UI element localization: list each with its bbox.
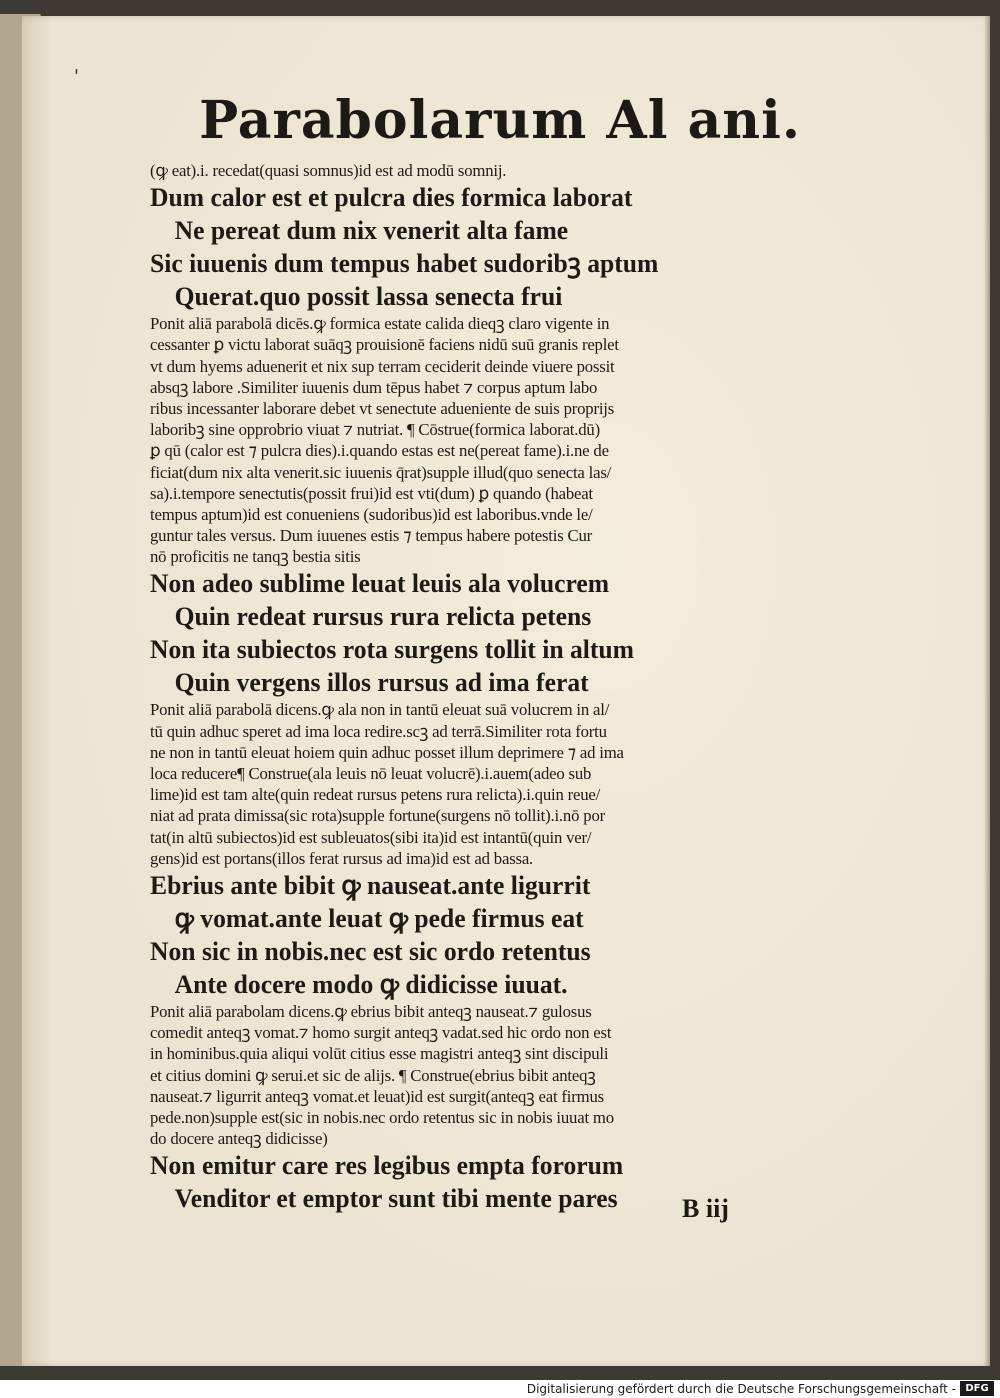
commentary-line: do docere anteqꝫ didicisse) (150, 1129, 328, 1149)
verse-line: Sic iuuenis dum tempus habet sudoribꝫ aptum (150, 249, 659, 279)
commentary-line: laboribꝫ sine opprobrio viuat ⁊ nutriat. ¶ Cōstrue(formica laborat.dū) (150, 420, 600, 440)
commentary-line: loca reducere¶ Construe(ala leuis nō leuat volucrē).i.auem(adeo sub (150, 764, 592, 783)
commentary-line: Ponit aliā parabolā dicens.ꝙ ala non in tantū eleuat suā volucrem in al/ (150, 700, 610, 720)
commentary-line: ne non in tantū eleuat hoiem quin adhuc posset illum deprimere ⁊ ad ima (150, 742, 624, 762)
commentary-line: Ponit aliā parabolam dicens.ꝙ ebrius bibit anteqꝫ nauseat.⁊ gulosus (150, 1001, 592, 1021)
commentary-line: comedit anteqꝫ vomat.⁊ homo surgit anteqꝫ vadat.sed hic ordo non est (150, 1023, 612, 1043)
verse-line: Non sic in nobis.nec est sic ordo retentus (150, 936, 591, 966)
commentary-line: pede.non)supple est(sic in nobis.nec ordo retentus sic in nobis iuuat mo (150, 1107, 614, 1127)
footer-credit: Digitalisierung gefördert durch die Deutsche Forschungsgemeinschaft - (526, 1382, 956, 1396)
commentary-line: ꝑ qū (calor est ⁊ pulcra dies).i.quando estas est ne(pereat fame).i.ne de (150, 441, 609, 461)
commentary-line: sa).i.tempore senectutis(possit frui)id est vti(dum) ꝑ quando (habeat (150, 483, 593, 503)
verse-line: Ante docere modo ꝙ didicisse iuuat. (174, 969, 568, 999)
commentary-line: nauseat.⁊ ligurrit anteqꝫ vomat.et leuat)id est surgit(anteqꝫ eat firmus (150, 1086, 604, 1106)
commentary-line: cessanter ꝑ victu laborat suāqꝫ prouisionē faciens nidū suū granis replet (150, 335, 619, 355)
margin-mark: ' (74, 66, 79, 87)
verse-line: Non adeo sublime leuat leuis ala volucrem (150, 569, 610, 599)
commentary-line: gens)id est portans(illos ferat rursus ad ima)id est ad bassa. (150, 848, 534, 868)
verse-line: Non ita subiectos rota surgens tollit in altum (150, 635, 635, 665)
digitization-footer (0, 1380, 1000, 1398)
verse-line: Dum calor est et pulcra dies formica laborat (150, 183, 633, 213)
text-body (150, 160, 810, 1215)
verse-line: Quin redeat rursus rura relicta petens (174, 602, 592, 632)
commentary-line: vt dum hyems aduenerit et nix sup terram ceciderit deinde viuere possit (150, 356, 615, 376)
commentary-line: ribus incessanter laborare debet vt senectute adueniente de suis proprijs (150, 398, 615, 418)
commentary-line: niat ad prata dimissa(sic rota)supple fortune(surgens nō tollit).i.nō por (150, 806, 606, 826)
dfg-logo: DFG (960, 1381, 994, 1396)
verse-line: Ebrius ante bibit ꝙ nauseat.ante ligurrit (150, 870, 591, 900)
commentary-line: (ꝙ eat).i. recedat(quasi somnus)id est ad modū somnij. (150, 161, 507, 180)
verse-line: ꝙ vomat.ante leuat ꝙ pede firmus eat (174, 903, 584, 933)
signature-mark: B iij (682, 1194, 729, 1223)
verse-line: Quin vergens illos rursus ad ima ferat (174, 668, 589, 698)
commentary-line: ficiat(dum nix alta venerit.sic iuuenis q̄rat)supple illud(quo senecta las/ (150, 462, 612, 482)
commentary-line: guntur tales versus. Dum iuuenes estis ⁊ tempus habere potestis Cur (150, 526, 593, 546)
commentary-line: in hominibus.quia aliqui volūt citius esse magistri anteqꝫ sint discipuli (150, 1044, 609, 1064)
verse-line: Venditor et emptor sunt tibi mente pares (174, 1184, 618, 1214)
verse-line: Ne pereat dum nix venerit alta fame (174, 216, 569, 246)
page-edge-shadow (984, 16, 990, 1366)
commentary-line: et citius domini ꝙ serui.et sic de alijs. ¶ Construe(ebrius bibit anteqꝫ (150, 1065, 596, 1085)
commentary-line: nō proficitis ne tanqꝫ bestia sitis (150, 547, 361, 567)
commentary-line: absqꝫ labore .Similiter iuuenis dum tēpus habet ⁊ corpus aptum labo (150, 377, 598, 397)
commentary-line: lime)id est tam alte(quin redeat rursus petens rura relicta).i.quin reue/ (150, 785, 601, 805)
commentary-line: tat(in altū subiectos)id est subleuatos(sibi ita)id est intantū(quin ver/ (150, 827, 592, 847)
verse-line: Querat.quo possit lassa senecta frui (174, 282, 563, 312)
verse-line: Non emitur care res legibus empta fororum (150, 1151, 624, 1181)
commentary-line: tū quin adhuc speret ad ima loca redire.scꝫ ad terrā.Similiter rota fortu (150, 721, 607, 741)
commentary-line: Ponit aliā parabolā dicēs.ꝙ formica estate calida dieqꝫ claro vigente in (150, 314, 610, 334)
commentary-line: tempus aptum)id est conueniens (sudoribus)id est laboribus.vnde le/ (150, 504, 593, 524)
page-title: Parabolarum Al ani. (199, 90, 801, 151)
